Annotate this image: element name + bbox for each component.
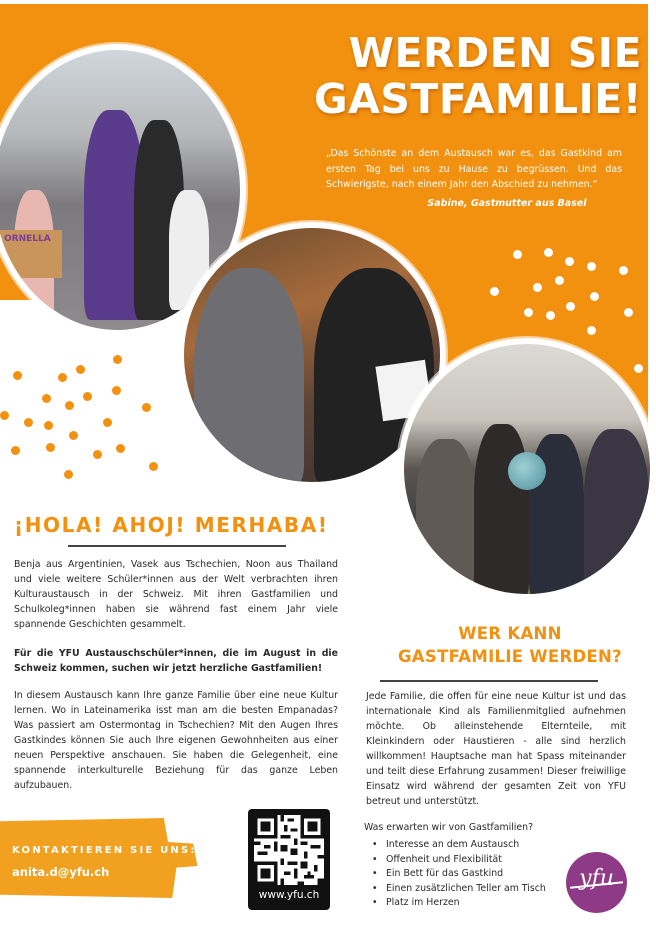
headline-line-2: GASTFAMILIE! <box>313 75 642 123</box>
divider <box>380 680 598 682</box>
list-item: • Offenheit und Flexibilität <box>372 853 546 868</box>
heading-line-2: GASTFAMILIE WERDEN? <box>397 647 623 666</box>
figure-student-1 <box>474 424 529 599</box>
figure-host-mother <box>194 268 304 488</box>
list-item: • Ein Bett für das Gastkind <box>372 867 546 882</box>
divider <box>68 545 286 547</box>
yfu-logo-icon <box>566 852 627 913</box>
hero-headline <box>282 30 642 122</box>
qr-code-card[interactable] <box>248 809 330 910</box>
figure-host-father <box>416 439 476 599</box>
globe <box>508 452 546 490</box>
section-heading-hola: ¡HOLA! AHOJ! MERHABA! <box>14 513 329 537</box>
expectations-list <box>372 838 546 911</box>
expectations-title: Was erwarten wir von Gastfamilien? <box>364 822 534 833</box>
contact-email-link[interactable]: anita.d@yfu.ch <box>12 865 110 879</box>
benefits-paragraph: In diesem Austausch kann Ihre ganze Familie über eine neue Kultur lernen. Wo in Lateinamerika isst man am die besten Empanadas? Was passiert am Ostermontag in Tschechien? Mit den Augen Ihres Gastkindes können Sie auch Ihre eigenen Gewohnheiten aus einer neuen Perspektive anschauen. Sie haben die Gelegenheit, eine spannende interkulturelle Beziehung für das ganze Leben aufzubauen. <box>14 690 338 791</box>
heading-line-1: WER KANN <box>458 624 562 643</box>
logo-text: yfu <box>579 866 614 891</box>
headline-line-1: WERDEN SIE <box>348 29 642 77</box>
list-item: • Platz im Herzen <box>372 896 546 911</box>
contact-title: KONTAKTIEREN SIE UNS: <box>12 845 197 856</box>
list-item: • Interesse an dem Austausch <box>372 838 546 853</box>
eligibility-paragraph: Jede Familie, die offen für eine neue Kultur ist und das internationale Kind als Familienmitglied aufnehmen möchte. Ob alleinstehende Elternteile, mit Kleinkindern oder Haustieren - alle sind herzlich willkommen! Hauptsache man hat Spass miteinander und teilt diese Erfahrung zusammen! Dieser freiwillige Einsatz wird während der gesamten Zeit von YFU betreut und unterstützt. <box>366 691 626 807</box>
list-item: • Einen zusätzlichen Teller am Tisch <box>372 882 546 897</box>
testimonial-quote: „Das Schönste an dem Austausch war es, das Gastkind am ersten Tag bei uns zu Hause zu begrüssen. Und das Schwierigste, nach einem Jahr den Abschied zu nehmen.“ <box>326 148 622 190</box>
section-heading-wer-kann <box>370 622 650 668</box>
qr-code-icon <box>254 815 324 885</box>
website-url[interactable]: www.yfu.ch <box>258 889 320 901</box>
sign-ornella: ORNELLA <box>0 230 62 278</box>
contact-band <box>0 818 210 898</box>
figure-host-mother <box>584 429 649 599</box>
callout-paragraph: Für die YFU Austauschschüler*innen, die im August in die Schweiz kommen, suchen wir jetzt herzliche Gastfamilien! <box>14 648 338 674</box>
photo-family-with-globe <box>398 338 656 600</box>
intro-paragraph: Benja aus Argentinien, Vasek aus Tschechien, Noon aus Thailand und viele weitere Schüler*innen aus der Welt verbrachten ihren Kulturaustausch in der Schweiz. Mit ihren Gastfamilien und Schulkoleg*innen haben sie während fast einem Jahr viele spannende Geschichten gesammelt. <box>14 559 338 630</box>
testimonial-author: Sabine, Gastmutter aus Basel <box>427 198 587 209</box>
